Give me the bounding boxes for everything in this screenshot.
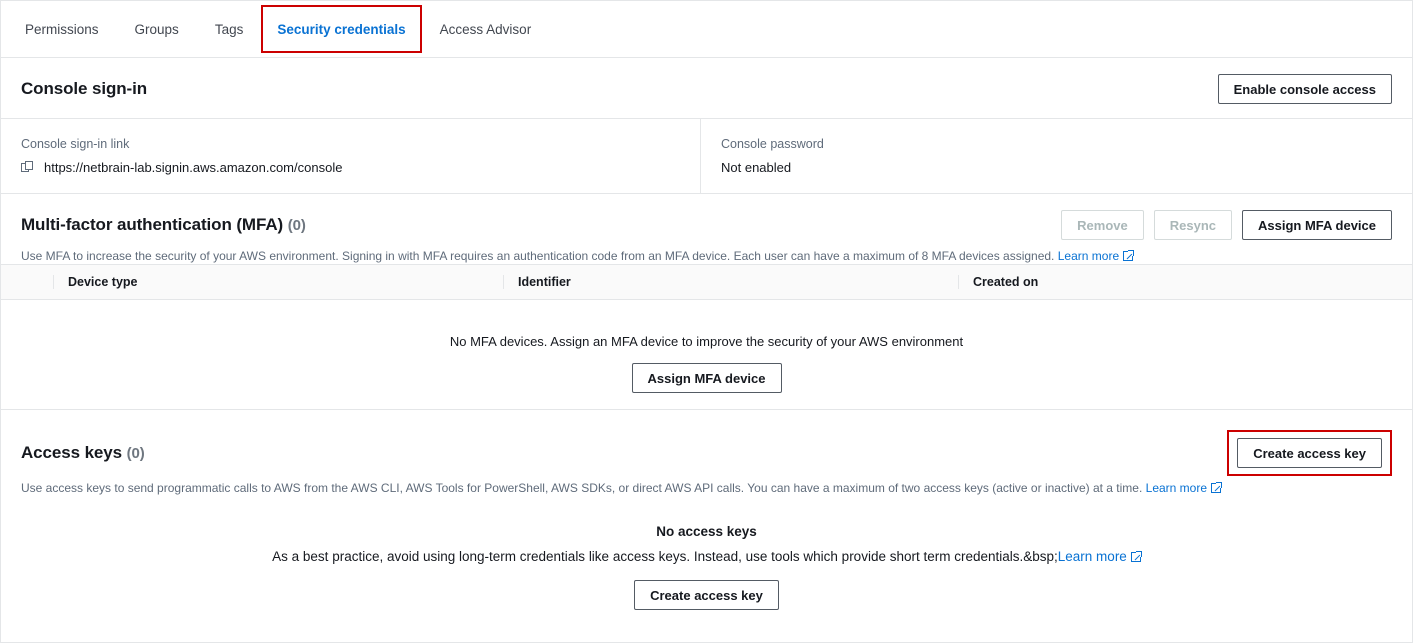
create-access-key-empty-button[interactable]: Create access key: [634, 580, 779, 610]
mfa-count: (0): [287, 217, 306, 234]
console-signin-link-label: Console sign-in link: [21, 137, 130, 151]
tab-tags[interactable]: [197, 1, 262, 57]
tab-label: Tags: [214, 21, 244, 37]
tab-label: Groups: [134, 21, 179, 37]
mfa-empty-row: [1, 300, 1412, 410]
console-password-field: [701, 119, 844, 193]
console-signin-link-value: https://netbrain-lab.signin.aws.amazon.com/console: [44, 160, 343, 175]
assign-mfa-device-empty-button[interactable]: Assign MFA device: [632, 363, 782, 393]
create-access-key-button[interactable]: Create access key: [1237, 438, 1382, 468]
mfa-column-created-on[interactable]: Created on: [958, 265, 1412, 300]
mfa-title: [21, 215, 306, 235]
mfa-title-text: Multi-factor authentication (MFA): [21, 215, 284, 234]
mfa-column-identifier[interactable]: Identifier: [503, 265, 958, 300]
console-signin-link-value-row: [21, 160, 680, 175]
tab-label: Permissions: [25, 21, 99, 37]
console-signin-body: [1, 118, 1412, 193]
access-keys-section: [1, 410, 1412, 636]
console-password-value: Not enabled: [721, 160, 792, 175]
mfa-description-row: [1, 248, 1412, 264]
mfa-header: [1, 194, 1412, 254]
access-keys-empty-subtitle: [1, 549, 1412, 564]
mfa-empty-message: No MFA devices. Assign an MFA device to improve the security of your AWS environment: [449, 334, 964, 349]
assign-mfa-device-button[interactable]: Assign MFA device: [1242, 210, 1392, 240]
access-keys-empty-state: [1, 496, 1412, 636]
mfa-actions: [1061, 210, 1392, 240]
create-access-key-highlight: [1227, 430, 1392, 476]
mfa-description: Use MFA to increase the security of your AWS environment. Signing in with MFA requires an authentication code from an MFA device. Each user can have a maximum of 8 MFA devices assigned.: [21, 249, 1055, 263]
console-signin-header: [1, 58, 1412, 118]
access-keys-description: Use access keys to send programmatic calls to AWS from the AWS CLI, AWS Tools for PowerShell, AWS SDKs, or direct AWS API calls. You can have a maximum of two access keys (active or inactive) at a time.: [21, 481, 1143, 495]
tab-bar: [1, 1, 1412, 58]
console-password-label: Console password: [721, 137, 824, 151]
mfa-remove-button[interactable]: Remove: [1061, 210, 1144, 240]
mfa-resync-button[interactable]: Resync: [1154, 210, 1232, 240]
access-keys-title: [21, 443, 145, 463]
access-keys-title-text: Access keys: [21, 443, 122, 462]
console-signin-title: Console sign-in: [21, 79, 148, 98]
console-signin-section: [1, 58, 1412, 194]
access-keys-empty-learn-more-link[interactable]: Learn more: [1057, 549, 1127, 564]
mfa-learn-more-link[interactable]: Learn more: [1057, 249, 1120, 263]
access-keys-count: (0): [126, 445, 145, 462]
tab-label: Security credentials: [277, 21, 406, 37]
console-signin-link-field: [1, 119, 701, 193]
access-keys-header: [1, 410, 1412, 490]
mfa-devices-table: [1, 264, 1412, 409]
mfa-select-column: [1, 265, 53, 300]
copy-icon[interactable]: [21, 161, 34, 174]
mfa-table-header-row: [1, 265, 1412, 300]
access-keys-empty-text: As a best practice, avoid using long-term credentials like access keys. Instead, use tools which provide short term credentials.&bsp;: [272, 549, 1058, 564]
external-link-icon: [1123, 251, 1133, 261]
external-link-icon: [1211, 483, 1221, 493]
tab-label: Access Advisor: [439, 21, 532, 37]
tab-access-advisor[interactable]: [422, 1, 550, 57]
external-link-icon: [1131, 552, 1141, 562]
tab-security-credentials[interactable]: [261, 5, 421, 53]
access-keys-learn-more-link[interactable]: Learn more: [1145, 481, 1208, 495]
tab-permissions[interactable]: [7, 1, 117, 57]
access-keys-empty-title: No access keys: [656, 524, 757, 539]
enable-console-access-button[interactable]: Enable console access: [1218, 74, 1392, 104]
tab-groups[interactable]: [117, 1, 197, 57]
mfa-column-device-type[interactable]: Device type: [53, 265, 503, 300]
mfa-section: [1, 194, 1412, 410]
